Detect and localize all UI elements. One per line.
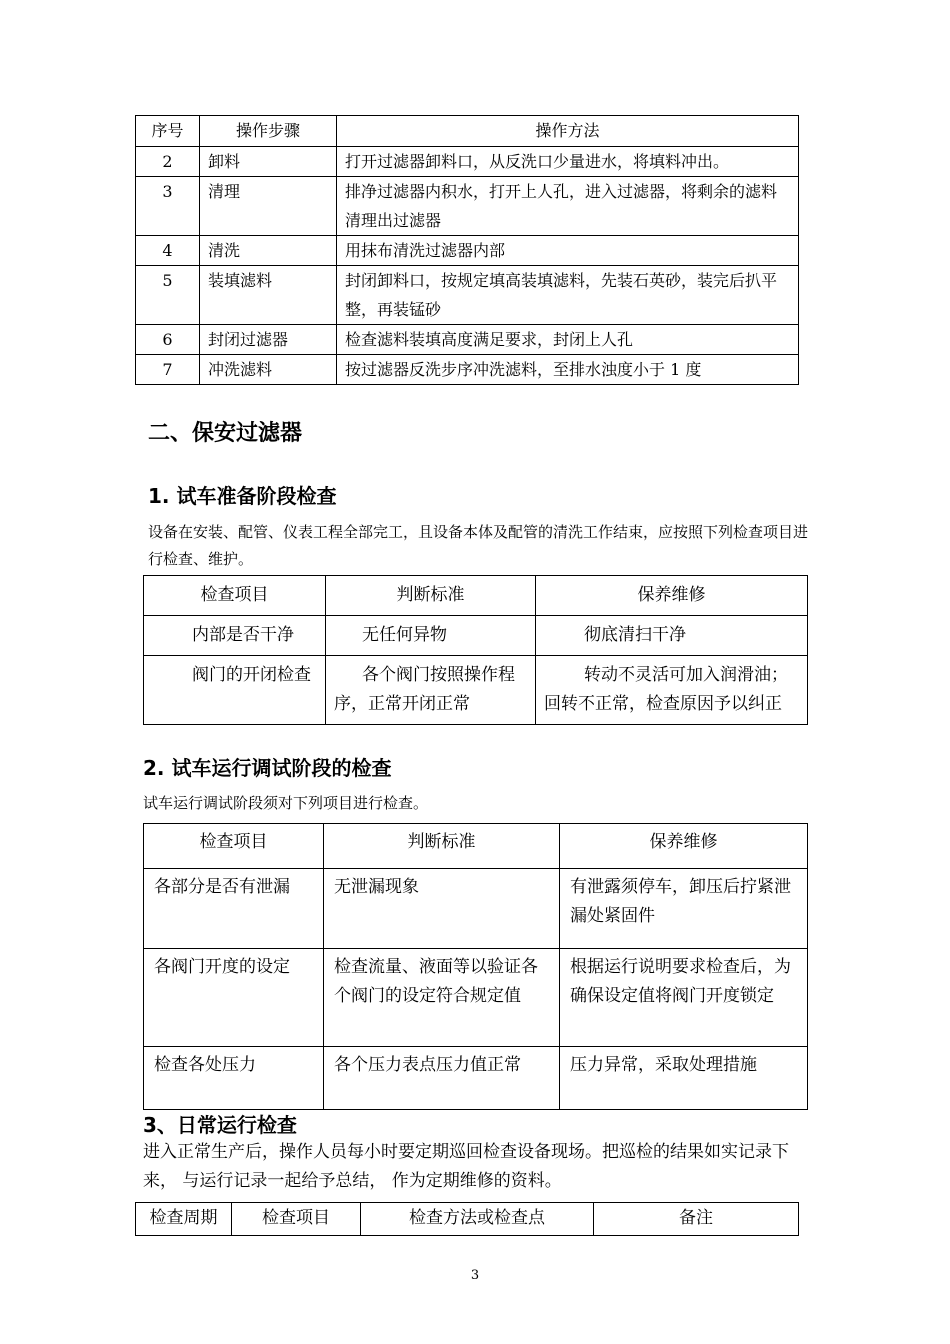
subsection-heading-2: 2. 试车运行调试阶段的检查 bbox=[143, 756, 392, 780]
row-method: 排净过滤器内积水，打开上人孔，进入过滤器，将剩余的滤料清理出过滤器 bbox=[337, 177, 799, 236]
header-cell: 保养维修 bbox=[560, 824, 808, 869]
check-standard: 检查流量、液面等以验证各个阀门的设定符合规定值 bbox=[324, 949, 560, 1047]
row-method: 检查滤料装填高度满足要求，封闭上人孔 bbox=[337, 325, 799, 355]
check-item: 各阀门开度的设定 bbox=[144, 949, 324, 1047]
table-header-row bbox=[144, 824, 808, 869]
row-step: 清洗 bbox=[200, 236, 337, 266]
row-method: 封闭卸料口，按规定填高装填滤料，先装石英砂，装完后扒平整，再装锰砂 bbox=[337, 266, 799, 325]
subsection-heading-1: 1. 试车准备阶段检查 bbox=[148, 484, 337, 508]
table-row bbox=[136, 177, 799, 236]
check-maintenance: 有泄露须停车，卸压后拧紧泄漏处紧固件 bbox=[560, 869, 808, 949]
check-item: 各部分是否有泄漏 bbox=[144, 869, 324, 949]
header-cell: 操作方法 bbox=[337, 116, 799, 147]
commissioning-check-table bbox=[143, 823, 808, 1110]
row-number: 4 bbox=[136, 236, 200, 266]
header-cell: 检查周期 bbox=[136, 1203, 232, 1236]
section-heading: 二、保安过滤器 bbox=[148, 421, 303, 446]
check-item: 检查各处压力 bbox=[144, 1047, 324, 1110]
check-standard: 无任何异物 bbox=[326, 616, 536, 656]
row-step: 装填滤料 bbox=[200, 266, 337, 325]
header-cell: 序号 bbox=[136, 116, 200, 147]
page-number: 3 bbox=[470, 1268, 480, 1283]
row-step: 卸料 bbox=[200, 147, 337, 177]
subsection-intro-2: 试车运行调试阶段须对下列项目进行检查。 bbox=[143, 794, 429, 812]
table-header-row bbox=[136, 116, 799, 147]
check-standard: 无泄漏现象 bbox=[324, 869, 560, 949]
subsection-heading-3: 3、日常运行检查 bbox=[143, 1113, 297, 1137]
header-cell: 判断标准 bbox=[324, 824, 560, 869]
table-row bbox=[136, 147, 799, 177]
table-row bbox=[136, 236, 799, 266]
row-number: 3 bbox=[136, 177, 200, 236]
row-method: 按过滤器反洗步序冲洗滤料，至排水浊度小于 1 度 bbox=[337, 355, 799, 385]
row-step: 清理 bbox=[200, 177, 337, 236]
table-header-row bbox=[136, 1203, 799, 1236]
row-method: 用抹布清洗过滤器内部 bbox=[337, 236, 799, 266]
table-header-row bbox=[144, 576, 808, 616]
row-number: 5 bbox=[136, 266, 200, 325]
daily-check-table bbox=[135, 1202, 799, 1236]
check-maintenance: 压力异常，采取处理措施 bbox=[560, 1047, 808, 1110]
table-row bbox=[136, 355, 799, 385]
row-step: 冲洗滤料 bbox=[200, 355, 337, 385]
row-number: 7 bbox=[136, 355, 200, 385]
operation-steps-table bbox=[135, 115, 799, 385]
header-cell: 判断标准 bbox=[326, 576, 536, 616]
table-row bbox=[136, 266, 799, 325]
header-cell: 检查方法或检查点 bbox=[361, 1203, 594, 1236]
subsection-intro-3: 进入正常生产后，操作人员每小时要定期巡回检查设备现场。把巡检的结果如实记录下来， 与运行记录一起给予总结， 作为定期维修的资料。 bbox=[143, 1142, 789, 1191]
check-standard bbox=[326, 656, 536, 725]
check-item bbox=[144, 656, 326, 725]
check-maintenance: 根据运行说明要求检查后，为确保设定值将阀门开度锁定 bbox=[560, 949, 808, 1047]
header-cell: 检查项目 bbox=[144, 576, 326, 616]
table-row bbox=[144, 869, 808, 949]
table-row bbox=[144, 656, 808, 725]
check-maintenance bbox=[536, 656, 808, 725]
check-standard-text: 各个阀门按照操作程序，正常开闭正常 bbox=[334, 665, 515, 714]
table-row bbox=[136, 325, 799, 355]
header-cell: 保养维修 bbox=[536, 576, 808, 616]
row-number: 2 bbox=[136, 147, 200, 177]
row-method: 打开过滤器卸料口，从反洗口少量进水，将填料冲出。 bbox=[337, 147, 799, 177]
header-cell: 检查项目 bbox=[232, 1203, 361, 1236]
subsection-intro-1: 设备在安装、配管、仪表工程全部完工，且设备本体及配管的清洗工作结束，应按照下列检查项目进行检查、维护。 bbox=[148, 523, 809, 568]
precheck-table bbox=[143, 575, 808, 725]
table-row bbox=[144, 1047, 808, 1110]
row-step: 封闭过滤器 bbox=[200, 325, 337, 355]
header-cell: 备注 bbox=[594, 1203, 799, 1236]
check-maintenance-text: 转动不灵活可加入润滑油；回转不正常，检查原因予以纠正 bbox=[544, 665, 788, 714]
check-maintenance: 彻底清扫干净 bbox=[536, 616, 808, 656]
header-cell: 操作步骤 bbox=[200, 116, 337, 147]
check-item: 内部是否干净 bbox=[144, 616, 326, 656]
row-number: 6 bbox=[136, 325, 200, 355]
table-row bbox=[144, 616, 808, 656]
table-row bbox=[144, 949, 808, 1047]
check-item-text: 阀门的开闭检查 bbox=[192, 665, 311, 685]
header-cell: 检查项目 bbox=[144, 824, 324, 869]
check-standard: 各个压力表点压力值正常 bbox=[324, 1047, 560, 1110]
